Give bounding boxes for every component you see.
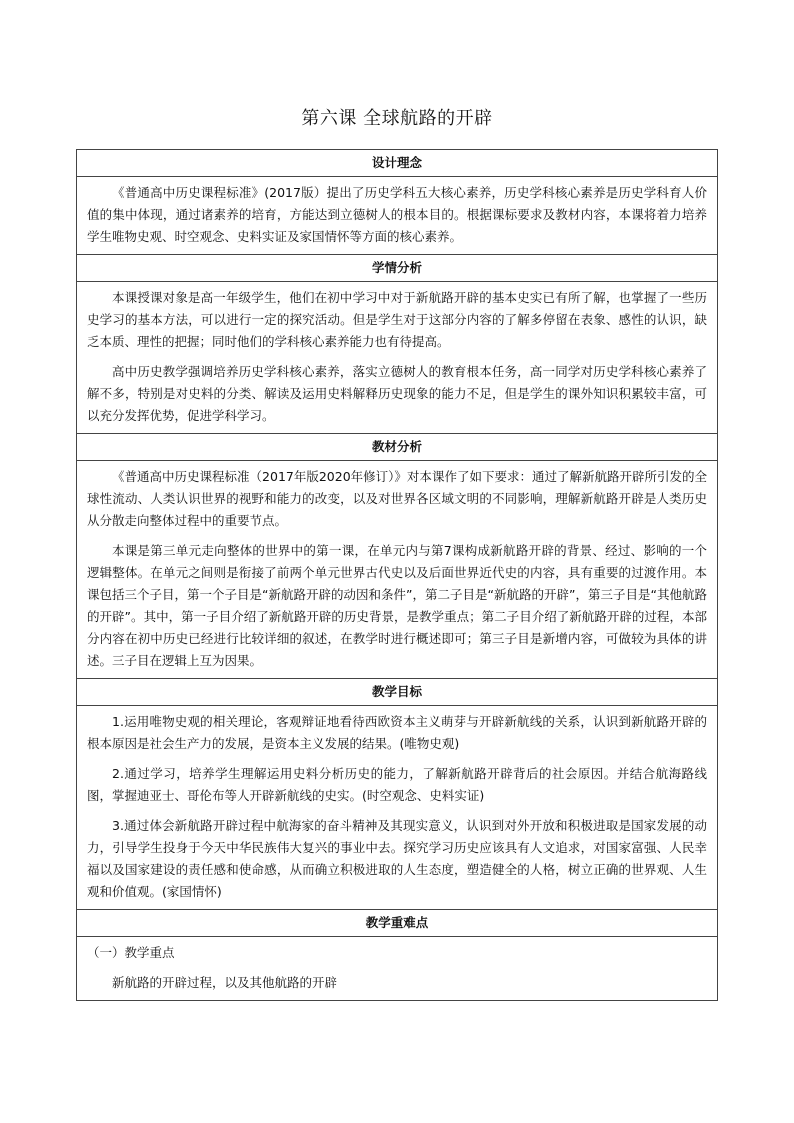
textbook-body — [77, 461, 718, 679]
keypoints-subheading: （一）教学重点 — [87, 945, 175, 960]
students-heading: 学情分析 — [77, 255, 718, 282]
design-body — [77, 177, 718, 255]
goals-heading: 教学目标 — [77, 679, 718, 706]
goal-item-2: 2.通过学习，培养学生理解运用史料分析历史的能力，了解新航路开辟背后的社会原因。并结合航海路线图，掌握迪亚士、哥伦布等人开辟新航线的史实。(时空观念、史料实证) — [87, 766, 707, 803]
textbook-heading: 教材分析 — [77, 434, 718, 461]
design-paragraph-1: 《普通高中历史课程标准》(2017版）提出了历史学科五大核心素养，历史学科核心素养是历史学科育人价值的集中体现，通过诸素养的培育，方能达到立德树人的根本目的。根据课标要求及教材内容，本课将着力培养学生唯物史观、时空观念、史料实证及家国情怀等方面的核心素养。 — [87, 185, 707, 244]
design-heading: 设计理念 — [77, 150, 718, 177]
section-header-row — [77, 150, 718, 177]
section-body-row — [77, 937, 718, 1001]
section-header-row — [77, 434, 718, 461]
section-header-row — [77, 679, 718, 706]
keypoints-body — [77, 937, 718, 1001]
students-paragraph-2: 高中历史教学强调培养历史学科核心素养，落实立德树人的教育根本任务，高一同学对历史学科核心素养了解不多，特别是对史料的分类、解读及运用史料解释历史现象的能力不足，但是学生的课外知识积累较丰富，可以充分发挥优势，促进学科学习。 — [87, 364, 707, 423]
section-header-row — [77, 255, 718, 282]
section-body-row — [77, 706, 718, 910]
document-title: 第六课 全球航路的开辟 — [301, 108, 493, 129]
section-body-row — [77, 177, 718, 255]
textbook-paragraph-2: 本课是第三单元走向整体的世界中的第一课，在单元内与第7课构成新航路开辟的背景、经过、影响的一个逻辑整体。在单元之间则是衔接了前两个单元世界古代史以及后面世界近代史的内容，具有重要的过渡作用。本课包括三个子目，第一个子目是“新航路开辟的动因和条件”，第二子目是“新航路的开辟”，第三子目是“其他航路的开辟”。其中，第一子目介绍了新航路开辟的历史背景，是教学重点；第二子目介绍了新航路开辟的过程，本部分内容在初中历史已经进行比较详细的叙述，在教学时进行概述即可；第三子目是新增内容，可做较为具体的讲述。三子目在逻辑上互为因果。 — [87, 543, 707, 668]
textbook-paragraph-1: 《普通高中历史课程标准（2017年版2020年修订）》对本课作了如下要求：通过了解新航路开辟所引发的全球性流动、人类认识世界的视野和能力的改变，以及对世界各区域文明的不同影响，理解新航路开辟是人类历史从分散走向整体过程中的重要节点。 — [87, 469, 707, 528]
section-body-row — [77, 282, 718, 434]
section-header-row — [77, 910, 718, 937]
goals-body — [77, 706, 718, 910]
goal-item-1: 1.运用唯物史观的相关理论，客观辩证地看待西欧资本主义萌芽与开辟新航线的关系，认识到新航路开辟的根本原因是社会生产力的发展，是资本主义发展的结果。(唯物史观) — [87, 714, 707, 751]
section-body-row — [77, 461, 718, 679]
students-body — [77, 282, 718, 434]
goal-item-3: 3.通过体会新航路开辟过程中航海家的奋斗精神及其现实意义，认识到对外开放和积极进取是国家发展的动力，引导学生投身于今天中华民族伟大复兴的事业中去。探究学习历史应该具有人文追求，对国家富强、人民幸福以及国家建设的责任感和使命感，从而确立积极进取的人生态度，塑造健全的人格，树立正确的世界观、人生观和价值观。(家国情怀) — [87, 818, 707, 899]
students-paragraph-1: 本课授课对象是高一年级学生，他们在初中学习中对于新航路开辟的基本史实已有所了解，也掌握了一些历史学习的基本方法，可以进行一定的探究活动。但是学生对于这部分内容的了解多停留在表象、感性的认识，缺乏本质、理性的把握；同时他们的学科核心素养能力也有待提高。 — [87, 290, 707, 349]
keypoints-heading: 教学重难点 — [77, 910, 718, 937]
lesson-plan-table — [76, 149, 718, 1001]
keypoints-paragraph-1: 新航路的开辟过程，以及其他航路的开辟 — [112, 975, 338, 990]
